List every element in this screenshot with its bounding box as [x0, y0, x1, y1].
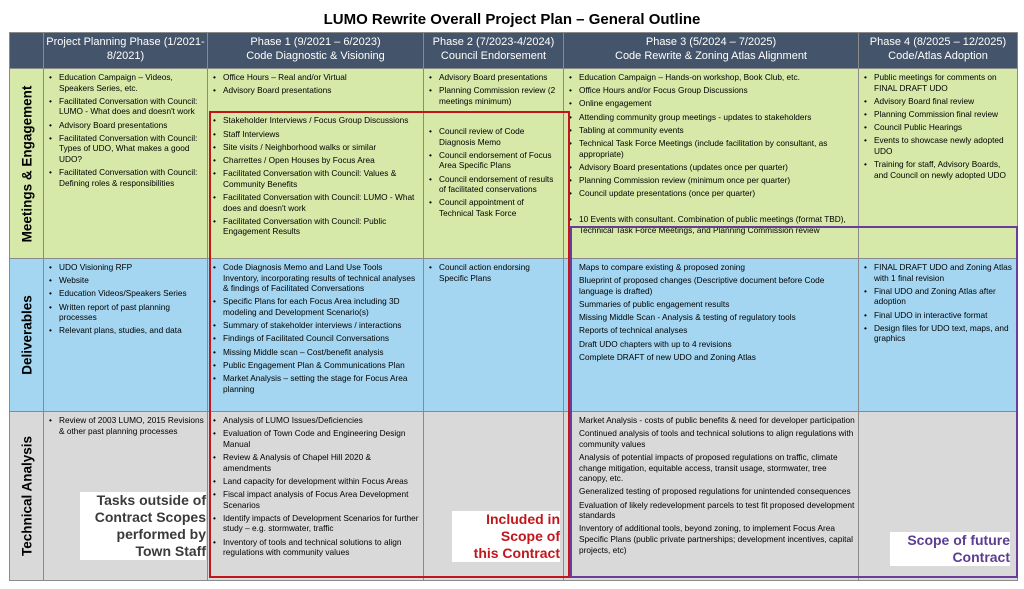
bullet-item: • Generalized testing of proposed regulations for unintended consequences — [569, 486, 855, 497]
future-contract-note — [890, 532, 1010, 566]
bullet-list — [208, 259, 423, 399]
bullet-item: • Planning Commission review (2 meetings minimum) — [429, 85, 560, 106]
cell-meetings-planning — [44, 69, 208, 259]
bullet-item: • Office Hours and/or Focus Group Discussions — [569, 85, 855, 96]
bullet-list — [208, 69, 423, 100]
column-header-line: Phase 2 (7/2023-4/2024) — [432, 36, 555, 48]
row-header-deliverables — [10, 259, 44, 412]
bullet-item: • Events to showcase newly adopted UDO — [864, 135, 1014, 156]
bullet-item: • Education Campaign – Hands-on workshop, Book Club, etc. — [569, 72, 855, 83]
bullet-item: • Council action endorsing Specific Plans — [429, 262, 560, 283]
bullet-item: • Training for staff, Advisory Boards, and Council on newly adopted UDO — [864, 159, 1014, 180]
contract-scope-note — [452, 511, 560, 562]
bullet-list — [44, 412, 207, 441]
bullet-list — [859, 69, 1017, 185]
bullet-list — [424, 259, 563, 288]
bullet-list — [564, 69, 858, 203]
bullet-item: • Advisory Board presentations — [429, 72, 560, 83]
bullet-item: • Staff Interviews — [213, 129, 420, 140]
row-label: Meetings & Engagement — [19, 85, 34, 242]
cell-deliverables-phase3 — [564, 259, 859, 412]
bullet-item: • Council review of Code Diagnosis Memo — [429, 126, 560, 147]
bullet-item: • Planning Commission final review — [864, 109, 1014, 120]
spacer — [208, 100, 423, 112]
bullet-item: • Advisory Board presentations — [49, 120, 204, 131]
column-header-line: Phase 4 (8/2025 – 12/2025) — [869, 36, 1007, 48]
bullet-list — [424, 69, 563, 111]
bullet-item: • Advisory Board presentations (updates once per quarter) — [569, 162, 855, 173]
cell-deliverables-phase4 — [859, 259, 1018, 412]
bullet-item: • Facilitated Conversation with Council: LUMO - What does and doesn't work — [213, 192, 420, 213]
bullet-item: • Evaluation of likely redevelopment parcels to test fit proposed development standards — [569, 500, 855, 521]
bullet-item: • Council endorsement of Focus Area Specific Plans — [429, 150, 560, 171]
cell-meetings-phase3 — [564, 69, 859, 259]
bullet-item: • Review & Analysis of Chapel Hill 2020 & amendments — [213, 452, 420, 473]
column-header-line: Phase 1 (9/2021 – 6/2023) — [250, 36, 381, 48]
column-header-phase3 — [564, 33, 859, 69]
header-row — [10, 33, 1018, 69]
bullet-list — [424, 123, 563, 223]
bullet-item: • Education Videos/Speakers Series — [49, 288, 204, 299]
column-header-line: Phase 3 (5/2024 – 7/2025) — [645, 36, 777, 48]
bullet-list — [44, 69, 207, 193]
column-header-line: Council Endorsement — [440, 50, 547, 62]
bullet-item: • Attending community group meetings - updates to stakeholders — [569, 112, 855, 123]
bullet-item: • Facilitated Conversation with Council: LUMO - What does and doesn't work — [49, 96, 204, 117]
bullet-item: • Analysis of LUMO Issues/Deficiencies — [213, 415, 420, 426]
bullet-item: • Complete DRAFT of new UDO and Zoning Atlas — [569, 352, 855, 363]
bullet-item: • 10 Events with consultant. Combination of public meetings (format TBD), Technical Task Force Meetings, and Planning Commission review — [569, 214, 855, 235]
bullet-item: • Evaluation of Town Code and Engineering Design Manual — [213, 428, 420, 449]
bullet-list — [44, 259, 207, 341]
bullet-item: • Website — [49, 275, 204, 286]
spacer — [564, 203, 858, 211]
bullet-item: • Online engagement — [569, 98, 855, 109]
cell-deliverables-phase2 — [424, 259, 564, 412]
bullet-item: • Analysis of potential impacts of proposed regulations on traffic, climate change mitigation, equitable access, transit usage, stormwater, tree canopy, etc. — [569, 452, 855, 484]
bullet-item: • Facilitated Conversation with Council: Types of UDO, What makes a good UDO? — [49, 133, 204, 165]
note-line: Town Staff — [135, 543, 206, 559]
bullet-item: • Public Engagement Plan & Communications Plan — [213, 360, 420, 371]
bullet-item: • Maps to compare existing & proposed zoning — [569, 262, 855, 273]
bullet-list — [208, 112, 423, 241]
bullet-item: • Inventory of tools and technical solutions to align regulations with community values — [213, 537, 420, 558]
note-line: Scope of — [500, 528, 560, 544]
bullet-item: • Council appointment of Technical Task Force — [429, 197, 560, 218]
bullet-item: • FINAL DRAFT UDO and Zoning Atlas with 1 final revision — [864, 262, 1014, 283]
bullet-item: • Final UDO and Zoning Atlas after adoption — [864, 286, 1014, 307]
bullet-item: • Market Analysis - costs of public benefits & need for developer participation — [569, 415, 855, 426]
bullet-item: • Missing Middle scan – Cost/benefit analysis — [213, 347, 420, 358]
bullet-list — [564, 259, 858, 367]
column-header-phase2 — [424, 33, 564, 69]
bullet-item: • Facilitated Conversation with Council: Public Engagement Results — [213, 216, 420, 237]
column-header-phase1 — [208, 33, 424, 69]
bullet-item: • Public meetings for comments on FINAL DRAFT UDO — [864, 72, 1014, 93]
row-label: Technical Analysis — [19, 435, 34, 557]
row-meetings-engagement — [10, 69, 1018, 259]
note-line: Included in — [486, 511, 560, 527]
bullet-item: • Facilitated Conversation with Council: Values & Community Benefits — [213, 168, 420, 189]
bullet-item: • Design files for UDO text, maps, and graphics — [864, 323, 1014, 344]
row-header-technical — [10, 412, 44, 581]
bullet-item: • UDO Visioning RFP — [49, 262, 204, 273]
column-header-line: Code Rewrite & Zoning Atlas Alignment — [615, 50, 807, 62]
column-header-line: 8/2021) — [106, 50, 145, 62]
bullet-item: • Code Diagnosis Memo and Land Use Tools Inventory, incorporating results of technical analyses & findings of Facilitated Conversations — [213, 262, 420, 294]
cell-technical-phase1 — [208, 412, 424, 581]
note-line: Tasks outside of — [96, 492, 206, 508]
bullet-item: • Advisory Board final review — [864, 96, 1014, 107]
bullet-item: • Facilitated Conversation with Council: Defining roles & responsibilities — [49, 167, 204, 188]
bullet-item: • Education Campaign – Videos, Speakers Series, etc. — [49, 72, 204, 93]
page-title: LUMO Rewrite Overall Project Plan – General Outline — [323, 11, 701, 28]
cell-meetings-phase4 — [859, 69, 1018, 259]
bullet-list — [208, 412, 423, 562]
bullet-item: • Draft UDO chapters with up to 4 revisions — [569, 339, 855, 350]
column-header-line: Code/Atlas Adoption — [888, 50, 988, 62]
row-header-meetings — [10, 69, 44, 259]
bullet-item: • Office Hours – Real and/or Virtual — [213, 72, 420, 83]
bullet-item: • Written report of past planning processes — [49, 302, 204, 323]
cell-meetings-phase1 — [208, 69, 424, 259]
note-line: Contract Scopes — [94, 509, 206, 525]
column-header-line: Code Diagnostic & Visioning — [246, 50, 385, 62]
bullet-item: • Technical Task Force Meetings (include facilitation by consultant, as appropriate) — [569, 138, 855, 159]
bullet-item: • Council Public Hearings — [864, 122, 1014, 133]
bullet-item: • Specific Plans for each Focus Area including 3D modeling and Development Scenario(s) — [213, 296, 420, 317]
bullet-item: • Stakeholder Interviews / Focus Group Discussions — [213, 115, 420, 126]
bullet-item: • Summary of stakeholder interviews / interactions — [213, 320, 420, 331]
bullet-item: • Charrettes / Open Houses by Focus Area — [213, 155, 420, 166]
column-header-phase4 — [859, 33, 1018, 69]
row-label: Deliverables — [19, 295, 34, 375]
bullet-item: • Summaries of public engagement results — [569, 299, 855, 310]
bullet-list — [564, 412, 858, 560]
cell-meetings-phase2 — [424, 69, 564, 259]
cell-deliverables-phase1 — [208, 259, 424, 412]
bullet-item: • Market Analysis – setting the stage for Focus Area planning — [213, 373, 420, 394]
bullet-item: • Reports of technical analyses — [569, 325, 855, 336]
bullet-item: • Fiscal impact analysis of Focus Area Development Scenarios — [213, 489, 420, 510]
bullet-item: • Site visits / Neighborhood walks or similar — [213, 142, 420, 153]
column-header-line: Project Planning Phase (1/2021- — [46, 36, 205, 48]
bullet-item: • Identify impacts of Development Scenarios for further study – e.g. stormwater, traffic — [213, 513, 420, 534]
note-line: performed by — [116, 526, 206, 542]
row-deliverables — [10, 259, 1018, 412]
bullet-item: • Council endorsement of results of facilitated conservations — [429, 174, 560, 195]
bullet-item: • Planning Commission review (minimum once per quarter) — [569, 175, 855, 186]
bullet-item: • Tabling at community events — [569, 125, 855, 136]
staff-tasks-note — [80, 492, 206, 560]
bullet-item: • Advisory Board presentations — [213, 85, 420, 96]
bullet-item: • Inventory of additional tools, beyond zoning, to implement Focus Area Specific Plans (public private partnerships; development incentives, capital projects, etc) — [569, 523, 855, 555]
bullet-item: • Final UDO in interactive format — [864, 310, 1014, 321]
bullet-item: • Continued analysis of tools and technical solutions to align regulations with community values — [569, 428, 855, 449]
cell-technical-phase3 — [564, 412, 859, 581]
column-header-planning — [44, 33, 208, 69]
bullet-item: • Missing Middle Scan - Analysis & testing of regulatory tools — [569, 312, 855, 323]
bullet-item: • Blueprint of proposed changes (Descriptive document before Code language is drafted) — [569, 275, 855, 296]
cell-deliverables-planning — [44, 259, 208, 412]
bullet-item: • Council update presentations (once per quarter) — [569, 188, 855, 199]
bullet-item: • Land capacity for development within Focus Areas — [213, 476, 420, 487]
bullet-item: • Review of 2003 LUMO, 2015 Revisions & other past planning processes — [49, 415, 204, 436]
spacer — [424, 111, 563, 123]
bullet-item: • Relevant plans, studies, and data — [49, 325, 204, 336]
note-line: this Contract — [473, 545, 560, 561]
header-corner — [10, 33, 44, 69]
note-line: Contract — [952, 549, 1010, 565]
bullet-list — [564, 211, 858, 240]
note-line: Scope of future — [907, 532, 1010, 548]
bullet-list — [859, 259, 1017, 349]
bullet-item: • Findings of Facilitated Council Conversations — [213, 333, 420, 344]
